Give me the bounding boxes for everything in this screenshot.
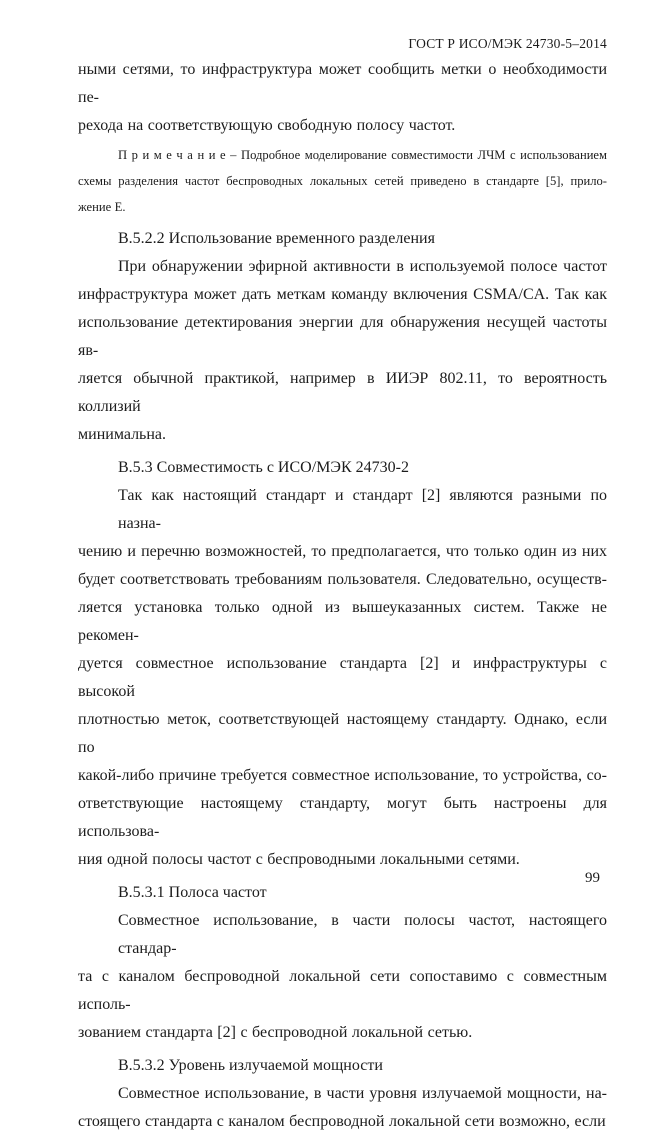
section-heading: В.5.3.2 Уровень излучаемой мощности bbox=[118, 1057, 383, 1074]
note-line: П р и м е ч а н и е – Подробное моделирование совместимости ЛЧМ с использованием bbox=[118, 148, 607, 162]
section-heading: В.5.3 Совместимость с ИСО/МЭК 24730-2 bbox=[118, 459, 409, 476]
paragraph-line: минимальна. bbox=[78, 426, 167, 443]
section-heading: В.5.2.2 Использование временного разделения bbox=[118, 230, 435, 247]
paragraph-block bbox=[78, 482, 607, 874]
paragraph-line: плотностью меток, соответствующей настоящему стандарту. Однако, если по bbox=[78, 711, 607, 756]
note-line: схемы разделения частот беспроводных локальных сетей приведено в стандарте [5], прило- bbox=[78, 174, 607, 188]
paragraph-line: стоящего стандарта с каналом беспроводной локальной сети возможно, если bbox=[78, 1113, 606, 1130]
section-heading: В.5.3.1 Полоса частот bbox=[118, 884, 267, 901]
paragraph-line: использование детектирования энергии для обнаружения несущей частоты яв- bbox=[78, 314, 607, 359]
paragraph-block bbox=[78, 253, 607, 449]
paragraph-line: зованием стандарта [2] с беспроводной локальной сетью. bbox=[78, 1024, 473, 1041]
paragraph-line: дуется совместное использование стандарта [2] и инфраструктуры с высокой bbox=[78, 655, 607, 700]
paragraph-block bbox=[78, 1080, 607, 1136]
document-body bbox=[78, 56, 607, 1136]
note-line: жение Е. bbox=[78, 200, 126, 214]
paragraph-line: Совместное использование, в части полосы частот, настоящего стандар- bbox=[118, 912, 607, 957]
paragraph-line: Совместное использование, в части уровня излучаемой мощности, на- bbox=[118, 1085, 607, 1102]
paragraph-line: будет соответствовать требованиям пользователя. Следовательно, осуществ- bbox=[78, 571, 607, 588]
paragraph-line: рехода на соответствующую свободную полосу частот. bbox=[78, 117, 456, 134]
paragraph-line: ляется установка только одной из вышеуказанных систем. Также не рекомен- bbox=[78, 599, 607, 644]
paragraph-line: чению и перечню возможностей, то предполагается, что только один из них bbox=[78, 543, 607, 560]
paragraph-line: какой-либо причине требуется совместное использование, то устройства, со- bbox=[78, 767, 607, 784]
paragraph-line: ответствующие настоящему стандарту, могут быть настроены для использова- bbox=[78, 795, 607, 840]
paragraph-block bbox=[78, 56, 607, 140]
note-block bbox=[78, 142, 607, 220]
paragraph-line: При обнаружении эфирной активности в используемой полосе частот bbox=[118, 258, 607, 275]
paragraph-line: ляется обычной практикой, например в ИИЭР 802.11, то вероятность коллизий bbox=[78, 370, 607, 415]
paragraph-line: ния одной полосы частот с беспроводными локальными сетями. bbox=[78, 851, 520, 868]
paragraph-line: инфраструктура может дать меткам команду включения CSMA/CA. Так как bbox=[78, 286, 607, 303]
paragraph-line: Так как настоящий стандарт и стандарт [2] являются разными по назна- bbox=[118, 487, 607, 532]
paragraph-line: та с каналом беспроводной локальной сети сопоставимо с совместным исполь- bbox=[78, 968, 607, 1013]
paragraph-line: ными сетями, то инфраструктура может сообщить метки о необходимости пе- bbox=[78, 61, 607, 106]
paragraph-block bbox=[78, 907, 607, 1047]
page-number: 99 bbox=[585, 870, 600, 886]
running-header: ГОСТ Р ИСО/МЭК 24730-5–2014 bbox=[408, 36, 607, 51]
